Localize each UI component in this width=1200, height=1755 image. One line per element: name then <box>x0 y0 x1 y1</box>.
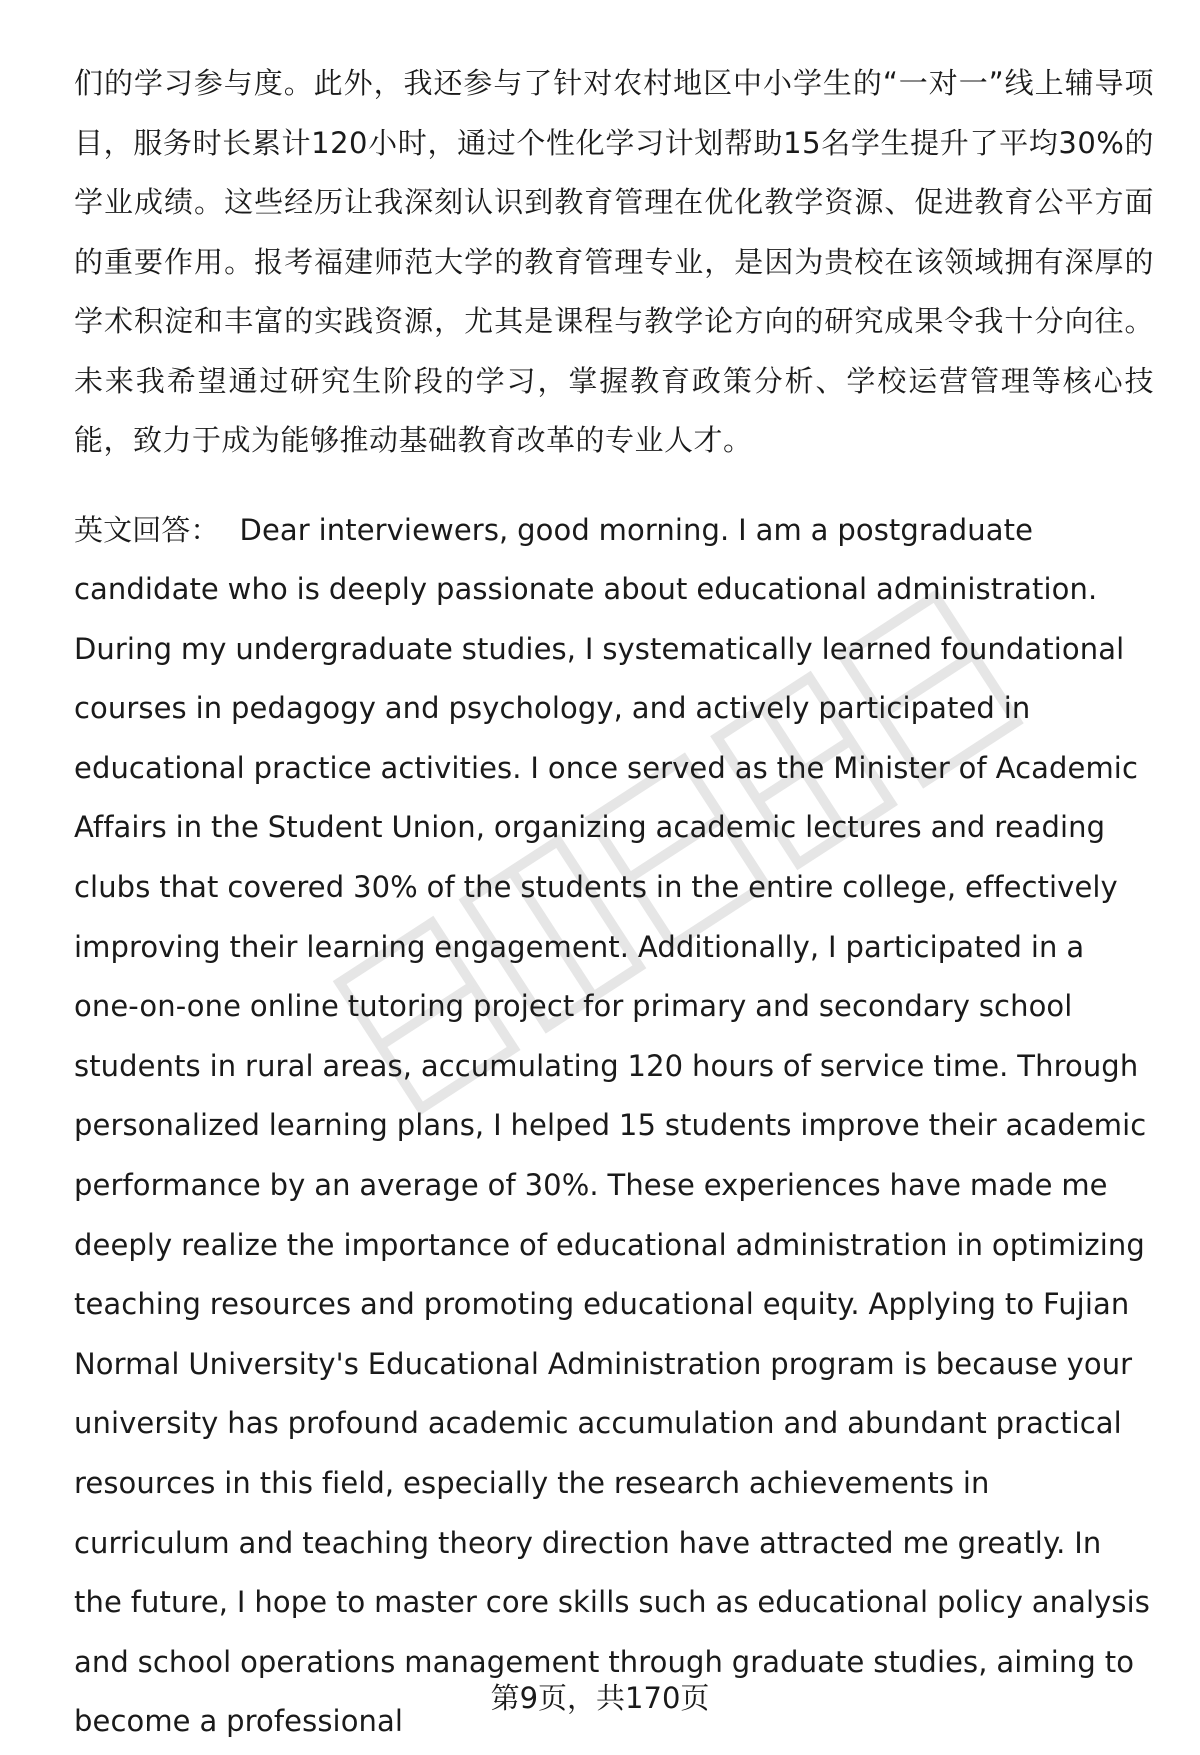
page-number-footer: 第9页，共170页 <box>490 1681 710 1715</box>
english-answer-paragraph: Dear interviewers, good morning. I am a postgraduate candidate who is deeply passionate about educational administration. During my undergraduate studies, I systematically learned foundational courses in pedagogy and psychology, and actively participated in educational practice activities. I once served as the Minister of Academic Affairs in the Student Union, organizing academic lectures and reading clubs that covered 30% of the students in the entire college, effectively improving their learning engagement. Additionally, I participated in a one-on-one online tutoring project for primary and secondary school students in rural areas, accumulating 120 hours of service time. Through personalized learning plans, I helped 15 students improve their academic performance by an average of 30%. These experiences have made me deeply realize the importance of educational administration in optimizing teaching resources and promoting educational equity. Applying to Fujian Normal University's Educational Administration program is because your university has profound academic accumulation and abundant practical resources in this field, especially the research achievements in curriculum and teaching theory direction have attracted me greatly. In the future, I hope to master core skills such as educational policy analysis and school operations management through graduate studies, aiming to become a professional <box>74 512 1151 1739</box>
english-answer-block <box>74 501 1154 1752</box>
chinese-answer-paragraph: 们的学习参与度。此外，我还参与了针对农村地区中小学生的“一对一”线上辅导项目，服务时长累计120小时，通过个性化学习计划帮助15名学生提升了平均30%的学业成绩。这些经历让我深刻认识到教育管理在优化教学资源、促进教育公平方面的重要作用。报考福建师范大学的教育管理专业，是因为贵校在该领域拥有深厚的学术积淀和丰富的实践资源，尤其是课程与教学论方向的研究成果令我十分向往。未来我希望通过研究生阶段的学习，掌握教育政策分析、学校运营管理等核心技能，致力于成为能够推动基础教育改革的专业人才。 <box>74 66 1154 457</box>
document-body <box>74 54 1154 1752</box>
english-answer-label: 英文回答： <box>74 512 220 547</box>
